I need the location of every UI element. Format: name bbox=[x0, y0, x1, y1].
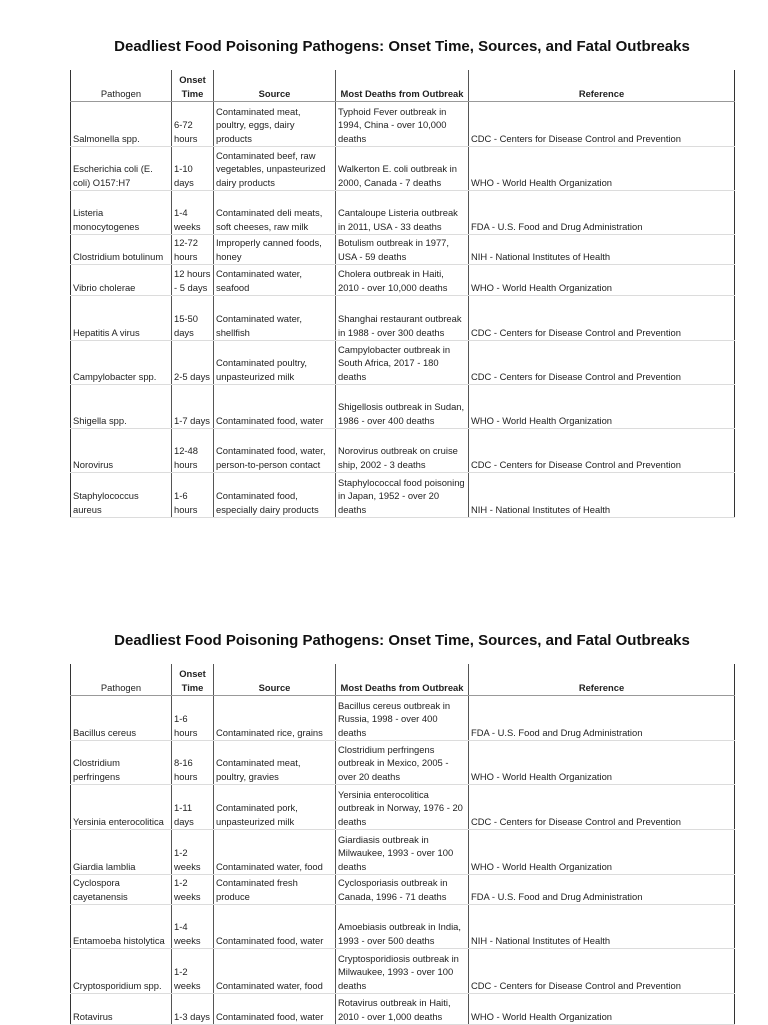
table-row bbox=[71, 784, 735, 829]
cell-reference: FDA - U.S. Food and Drug Administration bbox=[469, 190, 735, 234]
cell-outbreak: Clostridium perfringens outbreak in Mexico, 2005 - over 20 deaths bbox=[336, 740, 469, 784]
cell-source: Contaminated pork, unpasteurized milk bbox=[214, 784, 336, 829]
cell-reference: WHO - World Health Organization bbox=[469, 740, 735, 784]
table-row bbox=[71, 340, 735, 384]
cell-pathogen: Salmonella spp. bbox=[71, 101, 172, 146]
cell-onset: 1-2 weeks bbox=[172, 829, 214, 874]
table-row bbox=[71, 874, 735, 904]
pathogen-table bbox=[70, 70, 735, 518]
cell-onset: 12-48 hours bbox=[172, 428, 214, 472]
cell-reference: CDC - Centers for Disease Control and Prevention bbox=[469, 340, 735, 384]
cell-pathogen: Clostridium botulinum bbox=[71, 234, 172, 264]
cell-reference: CDC - Centers for Disease Control and Prevention bbox=[469, 428, 735, 472]
cell-outbreak: Norovirus outbreak on cruise ship, 2002 - 3 deaths bbox=[336, 428, 469, 472]
cell-outbreak: Cholera outbreak in Haiti, 2010 - over 10,000 deaths bbox=[336, 264, 469, 295]
table-row bbox=[71, 740, 735, 784]
cell-outbreak: Cantaloupe Listeria outbreak in 2011, USA - 33 deaths bbox=[336, 190, 469, 234]
cell-reference: CDC - Centers for Disease Control and Prevention bbox=[469, 295, 735, 340]
table-row bbox=[71, 904, 735, 948]
table-row bbox=[71, 146, 735, 190]
cell-onset: 1-4 weeks bbox=[172, 904, 214, 948]
header-reference: Reference bbox=[469, 70, 735, 101]
cell-onset: 1-2 weeks bbox=[172, 874, 214, 904]
cell-reference: NIH - National Institutes of Health bbox=[469, 472, 735, 517]
cell-pathogen: Campylobacter spp. bbox=[71, 340, 172, 384]
cell-pathogen: Hepatitis A virus bbox=[71, 295, 172, 340]
cell-onset: 1-6 hours bbox=[172, 472, 214, 517]
cell-outbreak: Shigellosis outbreak in Sudan, 1986 - over 400 deaths bbox=[336, 384, 469, 428]
cell-outbreak: Staphylococcal food poisoning in Japan, 1952 - over 20 deaths bbox=[336, 472, 469, 517]
header-outbreak: Most Deaths from Outbreak bbox=[336, 664, 469, 695]
cell-onset: 8-16 hours bbox=[172, 740, 214, 784]
cell-outbreak: Botulism outbreak in 1977, USA - 59 deaths bbox=[336, 234, 469, 264]
cell-onset: 12-72 hours bbox=[172, 234, 214, 264]
cell-pathogen: Listeria monocytogenes bbox=[71, 190, 172, 234]
cell-pathogen: Entamoeba histolytica bbox=[71, 904, 172, 948]
header-row bbox=[71, 70, 735, 101]
header-outbreak: Most Deaths from Outbreak bbox=[336, 70, 469, 101]
cell-reference: WHO - World Health Organization bbox=[469, 146, 735, 190]
table-row bbox=[71, 101, 735, 146]
header-reference: Reference bbox=[469, 664, 735, 695]
cell-source: Contaminated rice, grains bbox=[214, 695, 336, 740]
cell-onset: 6-72 hours bbox=[172, 101, 214, 146]
cell-pathogen: Bacillus cereus bbox=[71, 695, 172, 740]
cell-onset: 1-6 hours bbox=[172, 695, 214, 740]
header-row bbox=[71, 664, 735, 695]
cell-pathogen: Yersinia enterocolitica bbox=[71, 784, 172, 829]
table-row bbox=[71, 948, 735, 993]
cell-reference: FDA - U.S. Food and Drug Administration bbox=[469, 874, 735, 904]
cell-source: Contaminated food, water bbox=[214, 993, 336, 1024]
table-row bbox=[71, 384, 735, 428]
cell-onset: 1-2 weeks bbox=[172, 948, 214, 993]
cell-onset: 12 hours - 5 days bbox=[172, 264, 214, 295]
cell-onset: 1-11 days bbox=[172, 784, 214, 829]
cell-onset: 2-5 days bbox=[172, 340, 214, 384]
header-source: Source bbox=[214, 664, 336, 695]
cell-source: Contaminated meat, poultry, eggs, dairy products bbox=[214, 101, 336, 146]
cell-outbreak: Typhoid Fever outbreak in 1994, China - over 10,000 deaths bbox=[336, 101, 469, 146]
cell-outbreak: Bacillus cereus outbreak in Russia, 1998 - over 400 deaths bbox=[336, 695, 469, 740]
cell-pathogen: Cryptosporidium spp. bbox=[71, 948, 172, 993]
cell-reference: CDC - Centers for Disease Control and Prevention bbox=[469, 948, 735, 993]
cell-outbreak: Rotavirus outbreak in Haiti, 2010 - over 1,000 deaths bbox=[336, 993, 469, 1024]
cell-pathogen: Staphylococcus aureus bbox=[71, 472, 172, 517]
cell-outbreak: Giardiasis outbreak in Milwaukee, 1993 - over 100 deaths bbox=[336, 829, 469, 874]
cell-outbreak: Shanghai restaurant outbreak in 1988 - over 300 deaths bbox=[336, 295, 469, 340]
cell-reference: FDA - U.S. Food and Drug Administration bbox=[469, 695, 735, 740]
header-pathogen: Pathogen bbox=[71, 664, 172, 695]
table-row bbox=[71, 472, 735, 517]
cell-pathogen: Cyclospora cayetanensis bbox=[71, 874, 172, 904]
cell-pathogen: Clostridium perfringens bbox=[71, 740, 172, 784]
cell-pathogen: Shigella spp. bbox=[71, 384, 172, 428]
header-source: Source bbox=[214, 70, 336, 101]
cell-source: Contaminated food, especially dairy products bbox=[214, 472, 336, 517]
table-row bbox=[71, 295, 735, 340]
cell-source: Contaminated meat, poultry, gravies bbox=[214, 740, 336, 784]
header-onset: Onset Time bbox=[172, 70, 214, 101]
table-row bbox=[71, 264, 735, 295]
cell-source: Improperly canned foods, honey bbox=[214, 234, 336, 264]
table-title: Deadliest Food Poisoning Pathogens: Onset Time, Sources, and Fatal Outbreaks bbox=[114, 38, 690, 55]
cell-source: Contaminated water, shellfish bbox=[214, 295, 336, 340]
cell-source: Contaminated food, water, person-to-person contact bbox=[214, 428, 336, 472]
cell-reference: NIH - National Institutes of Health bbox=[469, 904, 735, 948]
cell-pathogen: Escherichia coli (E. coli) O157:H7 bbox=[71, 146, 172, 190]
header-pathogen: Pathogen bbox=[71, 70, 172, 101]
cell-source: Contaminated beef, raw vegetables, unpasteurized dairy products bbox=[214, 146, 336, 190]
cell-pathogen: Norovirus bbox=[71, 428, 172, 472]
cell-onset: 15-50 days bbox=[172, 295, 214, 340]
cell-reference: WHO - World Health Organization bbox=[469, 993, 735, 1024]
cell-source: Contaminated poultry, unpasteurized milk bbox=[214, 340, 336, 384]
cell-source: Contaminated deli meats, soft cheeses, raw milk bbox=[214, 190, 336, 234]
cell-reference: CDC - Centers for Disease Control and Prevention bbox=[469, 784, 735, 829]
cell-onset: 1-10 days bbox=[172, 146, 214, 190]
header-onset: Onset Time bbox=[172, 664, 214, 695]
cell-reference: CDC - Centers for Disease Control and Prevention bbox=[469, 101, 735, 146]
cell-source: Contaminated water, food bbox=[214, 829, 336, 874]
table-row bbox=[71, 993, 735, 1024]
cell-source: Contaminated food, water bbox=[214, 904, 336, 948]
cell-onset: 1-4 weeks bbox=[172, 190, 214, 234]
cell-pathogen: Giardia lamblia bbox=[71, 829, 172, 874]
cell-source: Contaminated water, seafood bbox=[214, 264, 336, 295]
cell-pathogen: Rotavirus bbox=[71, 993, 172, 1024]
cell-reference: WHO - World Health Organization bbox=[469, 829, 735, 874]
table-row bbox=[71, 234, 735, 264]
cell-outbreak: Amoebiasis outbreak in India, 1993 - over 500 deaths bbox=[336, 904, 469, 948]
table-row bbox=[71, 829, 735, 874]
cell-outbreak: Cyclosporiasis outbreak in Canada, 1996 - 71 deaths bbox=[336, 874, 469, 904]
cell-outbreak: Cryptosporidiosis outbreak in Milwaukee, 1993 - over 100 deaths bbox=[336, 948, 469, 993]
cell-outbreak: Yersinia enterocolitica outbreak in Norway, 1976 - 20 deaths bbox=[336, 784, 469, 829]
cell-pathogen: Vibrio cholerae bbox=[71, 264, 172, 295]
cell-reference: WHO - World Health Organization bbox=[469, 384, 735, 428]
cell-outbreak: Walkerton E. coli outbreak in 2000, Canada - 7 deaths bbox=[336, 146, 469, 190]
cell-reference: WHO - World Health Organization bbox=[469, 264, 735, 295]
table-row bbox=[71, 695, 735, 740]
cell-onset: 1-7 days bbox=[172, 384, 214, 428]
cell-outbreak: Campylobacter outbreak in South Africa, 2017 - 180 deaths bbox=[336, 340, 469, 384]
cell-source: Contaminated food, water bbox=[214, 384, 336, 428]
table-row bbox=[71, 428, 735, 472]
table-title: Deadliest Food Poisoning Pathogens: Onset Time, Sources, and Fatal Outbreaks bbox=[114, 632, 690, 649]
table-row bbox=[71, 190, 735, 234]
cell-onset: 1-3 days bbox=[172, 993, 214, 1024]
pathogen-table bbox=[70, 664, 735, 1025]
cell-source: Contaminated water, food bbox=[214, 948, 336, 993]
cell-source: Contaminated fresh produce bbox=[214, 874, 336, 904]
cell-reference: NIH - National Institutes of Health bbox=[469, 234, 735, 264]
